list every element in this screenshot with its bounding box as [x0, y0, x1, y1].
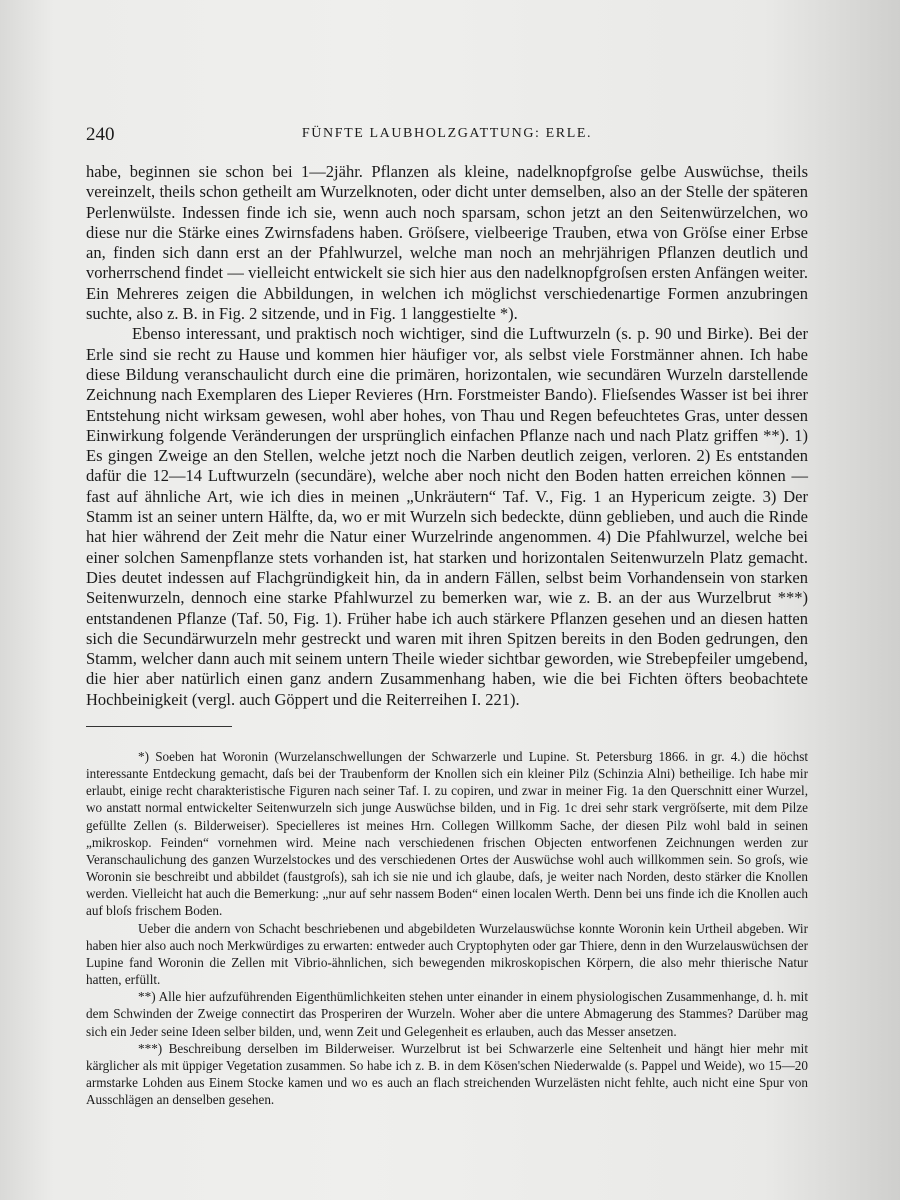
body-paragraph: Ebenso interessant, und praktisch noch wichtiger, sind die Luftwurzeln (s. p. 90 und Birke). Bei der Erle sind sie recht zu Hause und kommen hier häufiger vor, als selbst viele Forstmänner ahnen. Ich habe diese Bildung veranschaulicht durch eine die primären, horizontalen, wie secundären Wurzeln darstellende Zeichnung nach Exemplaren des Lieper Revieres (Hrn. Forstmeister Bando). Flieſsendes Wasser ist bei ihrer Entstehung nicht wirksam gewesen, wohl aber hohes, von Thau und Regen befeuchtetes Gras, unter dessen Einwirkung folgende Veränderungen der ursprünglich einfachen Pflanze nach und nach Platz griffen **). 1) Es gingen Zweige an den Stellen, welche jetzt noch die Narben deutlich zeigen, verloren. 2) Es entstanden dafür die 12—14 Luftwurzeln (secundäre), welche aber noch nicht den Boden hatten erreichen können — fast auf ähnliche Art, wie ich dies in meinen „Unkräutern“ Taf. V., Fig. 1 an Hypericum zeigte. 3) Der Stamm ist an seiner untern Hälfte, da, wo er mit Wurzeln sich bedeckte, dünn geblieben, und auch die Rinde hat hier während der Zeit mehr die Natur einer Wurzelrinde angenommen. 4) Die Pfahlwurzel, welche bei einer solchen Samenpflanze stets vorhanden ist, hat starken und horizontalen Seitenwurzeln Platz gemacht. Dies deutet indessen auf Flachgründigkeit hin, da in andern Fällen, selbst beim Vorhandensein von starken Seitenwurzeln, dennoch eine starke Pfahlwurzel zu bemerken war, wie z. B. an der aus Wurzelbrut ***) entstandenen Pflanze (Taf. 50, Fig. 1). Früher habe ich auch stärkere Pflanzen gesehen und an diesen hatten sich die Secundärwurzeln mehr gestreckt und waren mit ihren Spitzen bereits in den Boden gedrungen, den Stamm, welcher dann auch mit seinem untern Theile wieder sichtbar geworden, wie Strebepfeiler umgebend, die hier aber natürlich einen ganz andern Zusammenhang haben, wie die bei Fichten öfters beobachtete Hochbeinigkeit (vergl. auch Göppert und die Reiterreihen I. 221). — [86, 324, 808, 709]
footnote: **) Alle hier aufzuführenden Eigenthümlichkeiten stehen unter einander in einem physiologischen Zusammenhange, d. h. mit dem Schwinden der Zweige connectirt das Prosperiren der Wurzeln. Woher aber die untere Abmagerung des Stammes? Darüber mag sich ein Jeder seine Ideen selber bilden, und, wenn Zeit und Gelegenheit es erlauben, auch das Messer ansetzen. — [86, 989, 808, 1039]
running-head: FÜNFTE LAUBHOLZGATTUNG: ERLE. — [301, 126, 593, 141]
main-text — [86, 162, 808, 710]
page-number: 240 — [86, 124, 115, 145]
page-header — [86, 124, 808, 146]
footnote: ***) Beschreibung derselben im Bilderweiser. Wurzelbrut ist bei Schwarzerle eine Seltenheit und hängt hier mehr mit kärglicher als mit üppiger Vegetation zusammen. So habe ich z. B. in dem Kösen'schen Niederwalde (s. Pappel und Weide), wo 15—20 armstarke Lohden aus Einem Stocke kamen und wo es auch an flach streichenden Wurzelästen nicht fehlte, auch nicht eine Spur von Ausschlägen an denselben gesehen. — [86, 1040, 808, 1108]
footnote: Ueber die andern von Schacht beschriebenen und abgebildeten Wurzelauswüchse konnte Woronin kein Urtheil abgeben. Wir haben hier also auch noch Merkwürdiges zu erwarten: entweder auch Cryptophyten oder gar Thiere, denn in den Wurzelauswüchsen der Lupine fand Woronin die Zellen mit Vibrio-ähnlichen, sich bewegenden mikroskopischen Körpern, die also mehr thierische Natur hatten, erfüllt. — [86, 920, 808, 988]
footnotes — [86, 748, 808, 1108]
body-paragraph: habe, beginnen sie schon bei 1—2jähr. Pflanzen als kleine, nadelknopfgroſse gelbe Auswüchse, theils vereinzelt, theils schon getheilt am Wurzelknoten, oder dicht unter demselben, also an der Stelle der späteren Perlenwülste. Indessen finde ich sie, wenn auch noch sparsam, schon jetzt an den Seitenwürzelchen, wo diese nur die Stärke eines Zwirnsfadens haben. Gröſsere, vielbeerige Trauben, etwa von Gröſse einer Erbse an, finden sich dann erst an der Pfahlwurzel, welche man noch an mehrjährigen Pflanzen deutlich und vorherrschend findet — vielleicht entwickelt sie sich hier aus den nadelknopfgroſsen ersten Anfängen weiter. Ein Mehreres zeigen die Abbildungen, in welchen ich möglichst verschiedenartige Formen anzubringen suchte, also z. B. in Fig. 2 sitzende, und in Fig. 1 langgestielte *). — [86, 162, 808, 324]
footnote: *) Soeben hat Woronin (Wurzelanschwellungen der Schwarzerle und Lupine. St. Petersburg 1866. in gr. 4.) die höchst interessante Entdeckung gemacht, daſs bei der Traubenform der Knollen sich ein kleiner Pilz (Schinzia Alni) betheilige. Ich habe mir erlaubt, einige recht charakteristische Figuren nach seiner Taf. I. zu copiren, und zwar in meiner Fig. 1a den Querschnitt einer Wurzel, wo anstatt normal entwickelter Seitenwurzeln sich junge Auswüchse bilden, und in Fig. 1c drei sehr stark vergröſserte, mit dem Pilze gefüllte Zellen (s. Bilderweiser). Specielleres ist meines Hrn. Collegen Willkomm Sache, der diesen Pilz wohl bald in seinen „mikroskop. Feinden“ vornehmen wird. Meine nach verschiedenen frischen Objecten entworfenen Zeichnungen werden zur Veranschaulichung des ganzen Wurzelstockes und des verschiedenen Ortes der Auswüchse wohl auch willkommen sein. So groſs, wie Woronin sie beschreibt und abbildet (faustgroſs), sah ich sie nie und ich glaube, daſs, je weiter nach Norden, desto stärker die Knollen werden. Vielleicht hat auch die Bemerkung: „nur auf sehr nassem Boden“ einen localen Werth. Denn bei uns finde ich die Knollen auch auf bloſs frischem Boden. — [86, 749, 808, 919]
footnote-separator — [86, 726, 232, 727]
